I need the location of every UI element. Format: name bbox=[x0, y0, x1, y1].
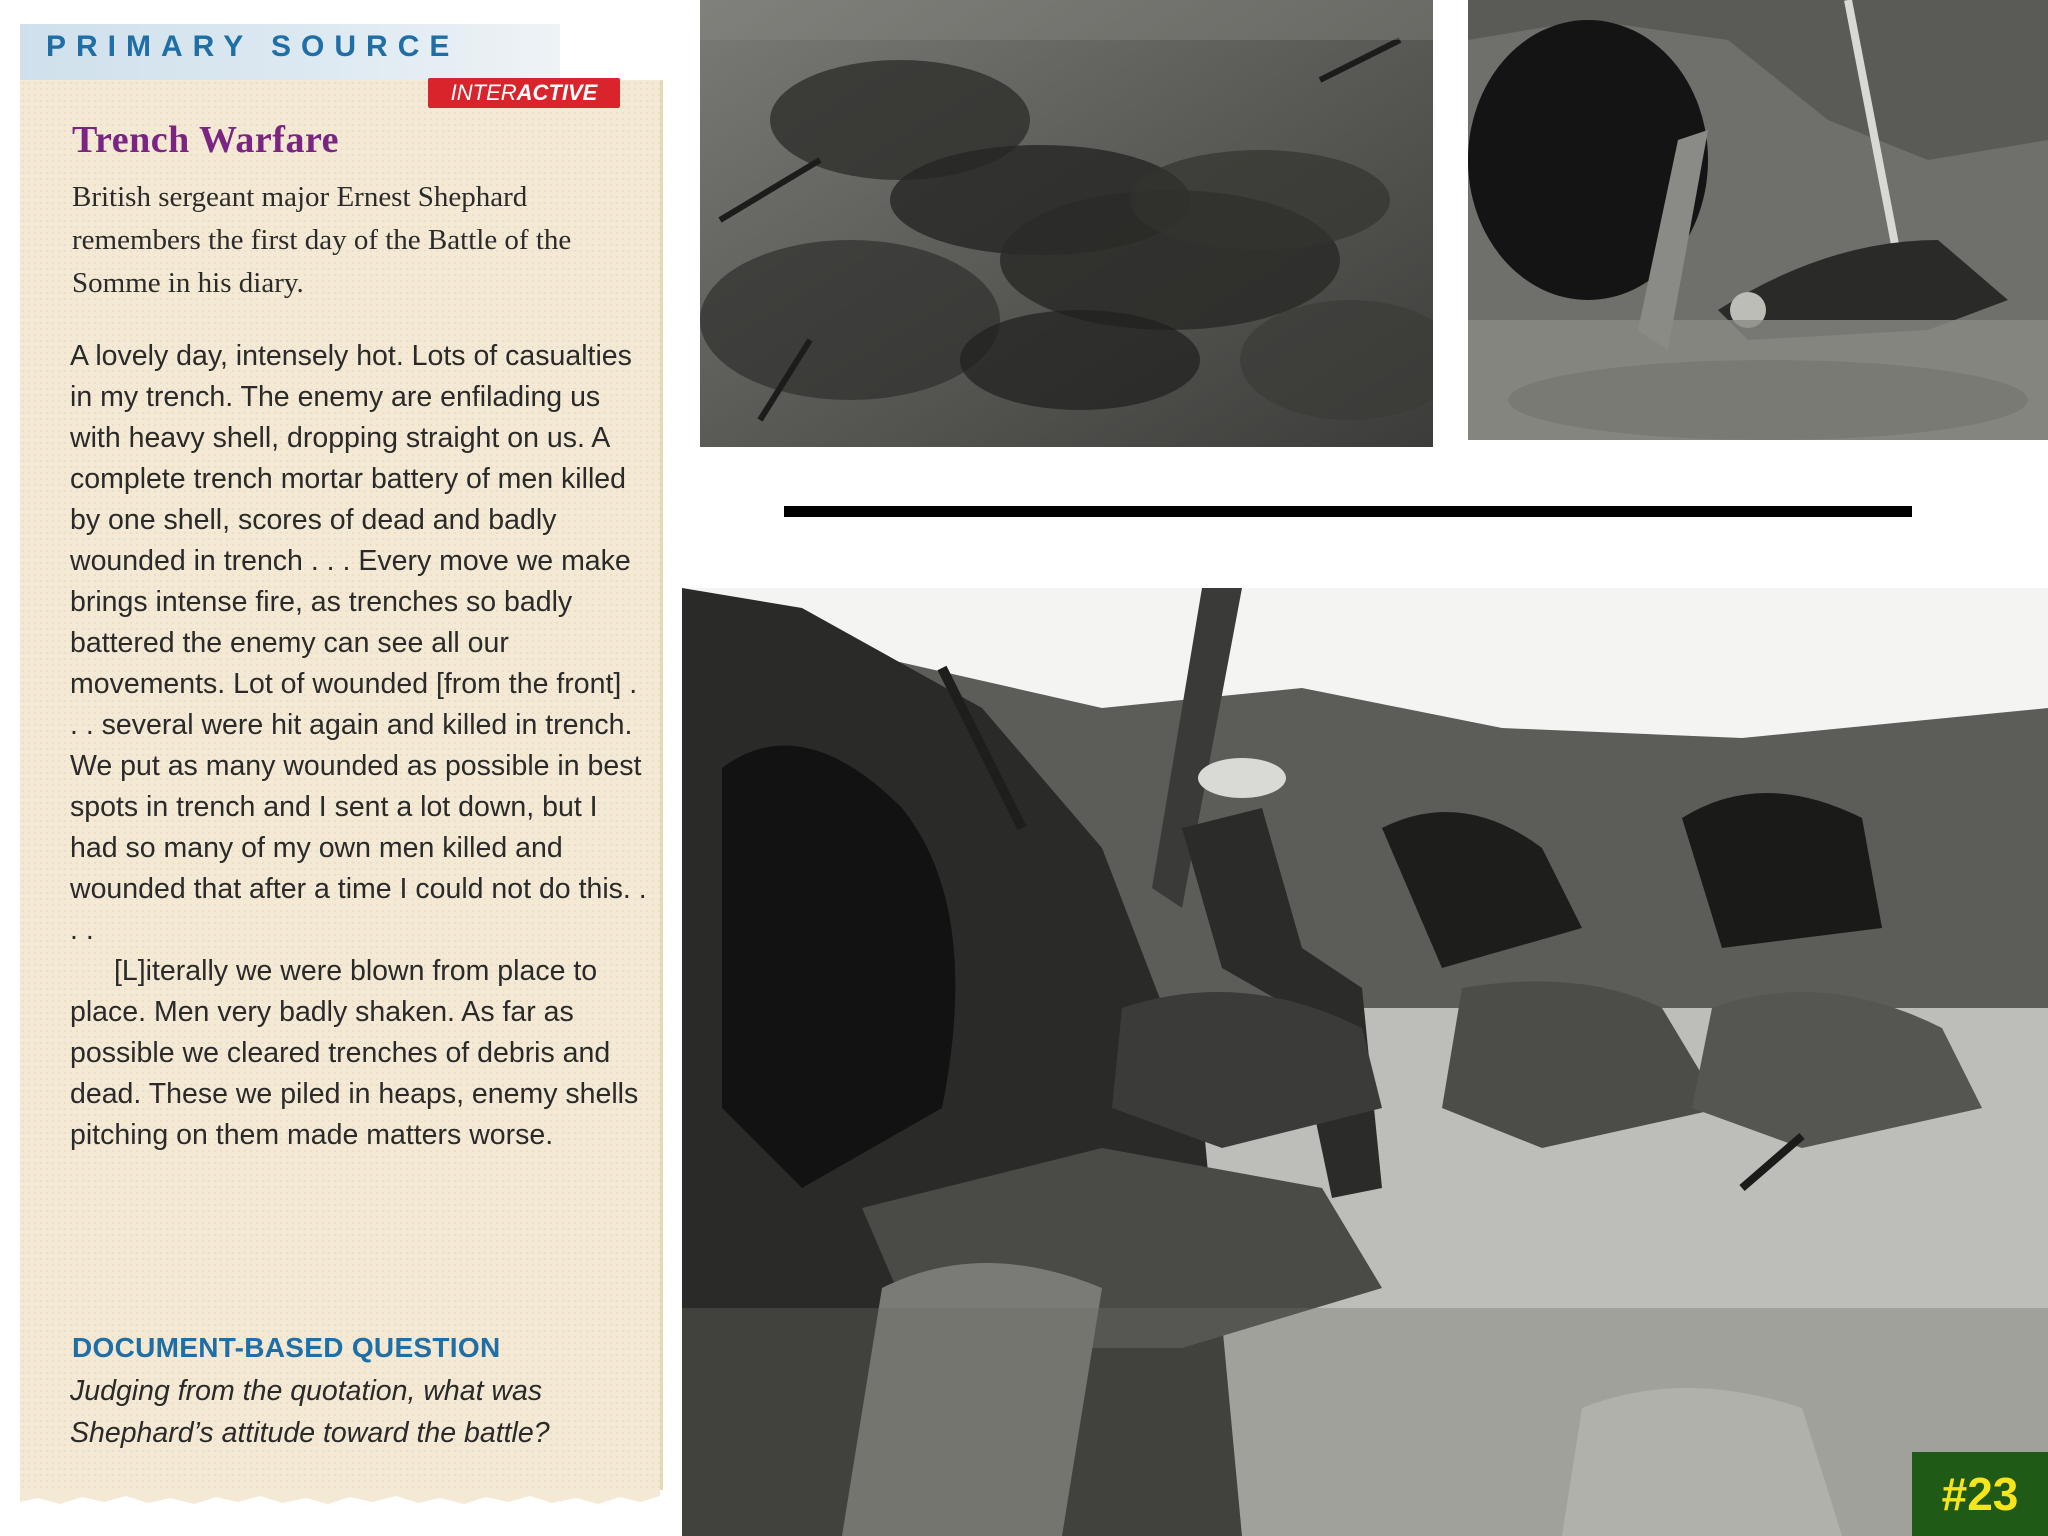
quote-paragraph: [L]iterally we were blown from place to place. Men very badly shaken. As far as possible we cleared trenches of debris and dead. These we piled in heaps, enemy shells pitching on them made matters worse. bbox=[70, 955, 639, 1151]
photo-dugout-soldier bbox=[1468, 0, 2048, 440]
dbq-heading: DOCUMENT-BASED QUESTION bbox=[72, 1332, 501, 1363]
photo-fallen-soldiers-field bbox=[700, 0, 1433, 447]
badge-prefix: INTER bbox=[450, 80, 517, 105]
interactive-badge[interactable] bbox=[428, 78, 620, 108]
slide-number: #23 bbox=[1912, 1452, 2048, 1536]
badge-suffix: ACTIVE bbox=[516, 80, 598, 105]
primary-source-title: Trench Warfare bbox=[72, 119, 339, 161]
primary-source-intro: British sergeant major Ernest Shephard remembers the first day of the Battle of the Somme in his diary. bbox=[72, 181, 572, 299]
dbq-question: Judging from the quotation, what was Shephard’s attitude toward the battle? bbox=[70, 1375, 550, 1449]
diary-quote bbox=[70, 336, 648, 1156]
photo-trench-soldiers bbox=[682, 588, 2048, 1536]
quote-paragraph: A lovely day, intensely hot. Lots of casualties in my trench. The enemy are enfilading us with heavy shell, dropping straight on us. A complete trench mortar battery of men killed by one shell, scores of dead and badly wounded in trench . . . Every move we make brings intense fire, as trenches so badly battered the enemy can see all our movements. Lot of wounded [from the front] . . . several were hit again and killed in trench. We put as many wounded as possible in best spots in trench and I sent a lot down, but I had so many of my own men killed and wounded that after a time I could not do this. . . . bbox=[70, 340, 647, 946]
primary-source-label: PRIMARY SOURCE bbox=[46, 30, 460, 63]
torn-paper-edge bbox=[20, 1488, 660, 1510]
horizontal-divider bbox=[784, 506, 1912, 517]
